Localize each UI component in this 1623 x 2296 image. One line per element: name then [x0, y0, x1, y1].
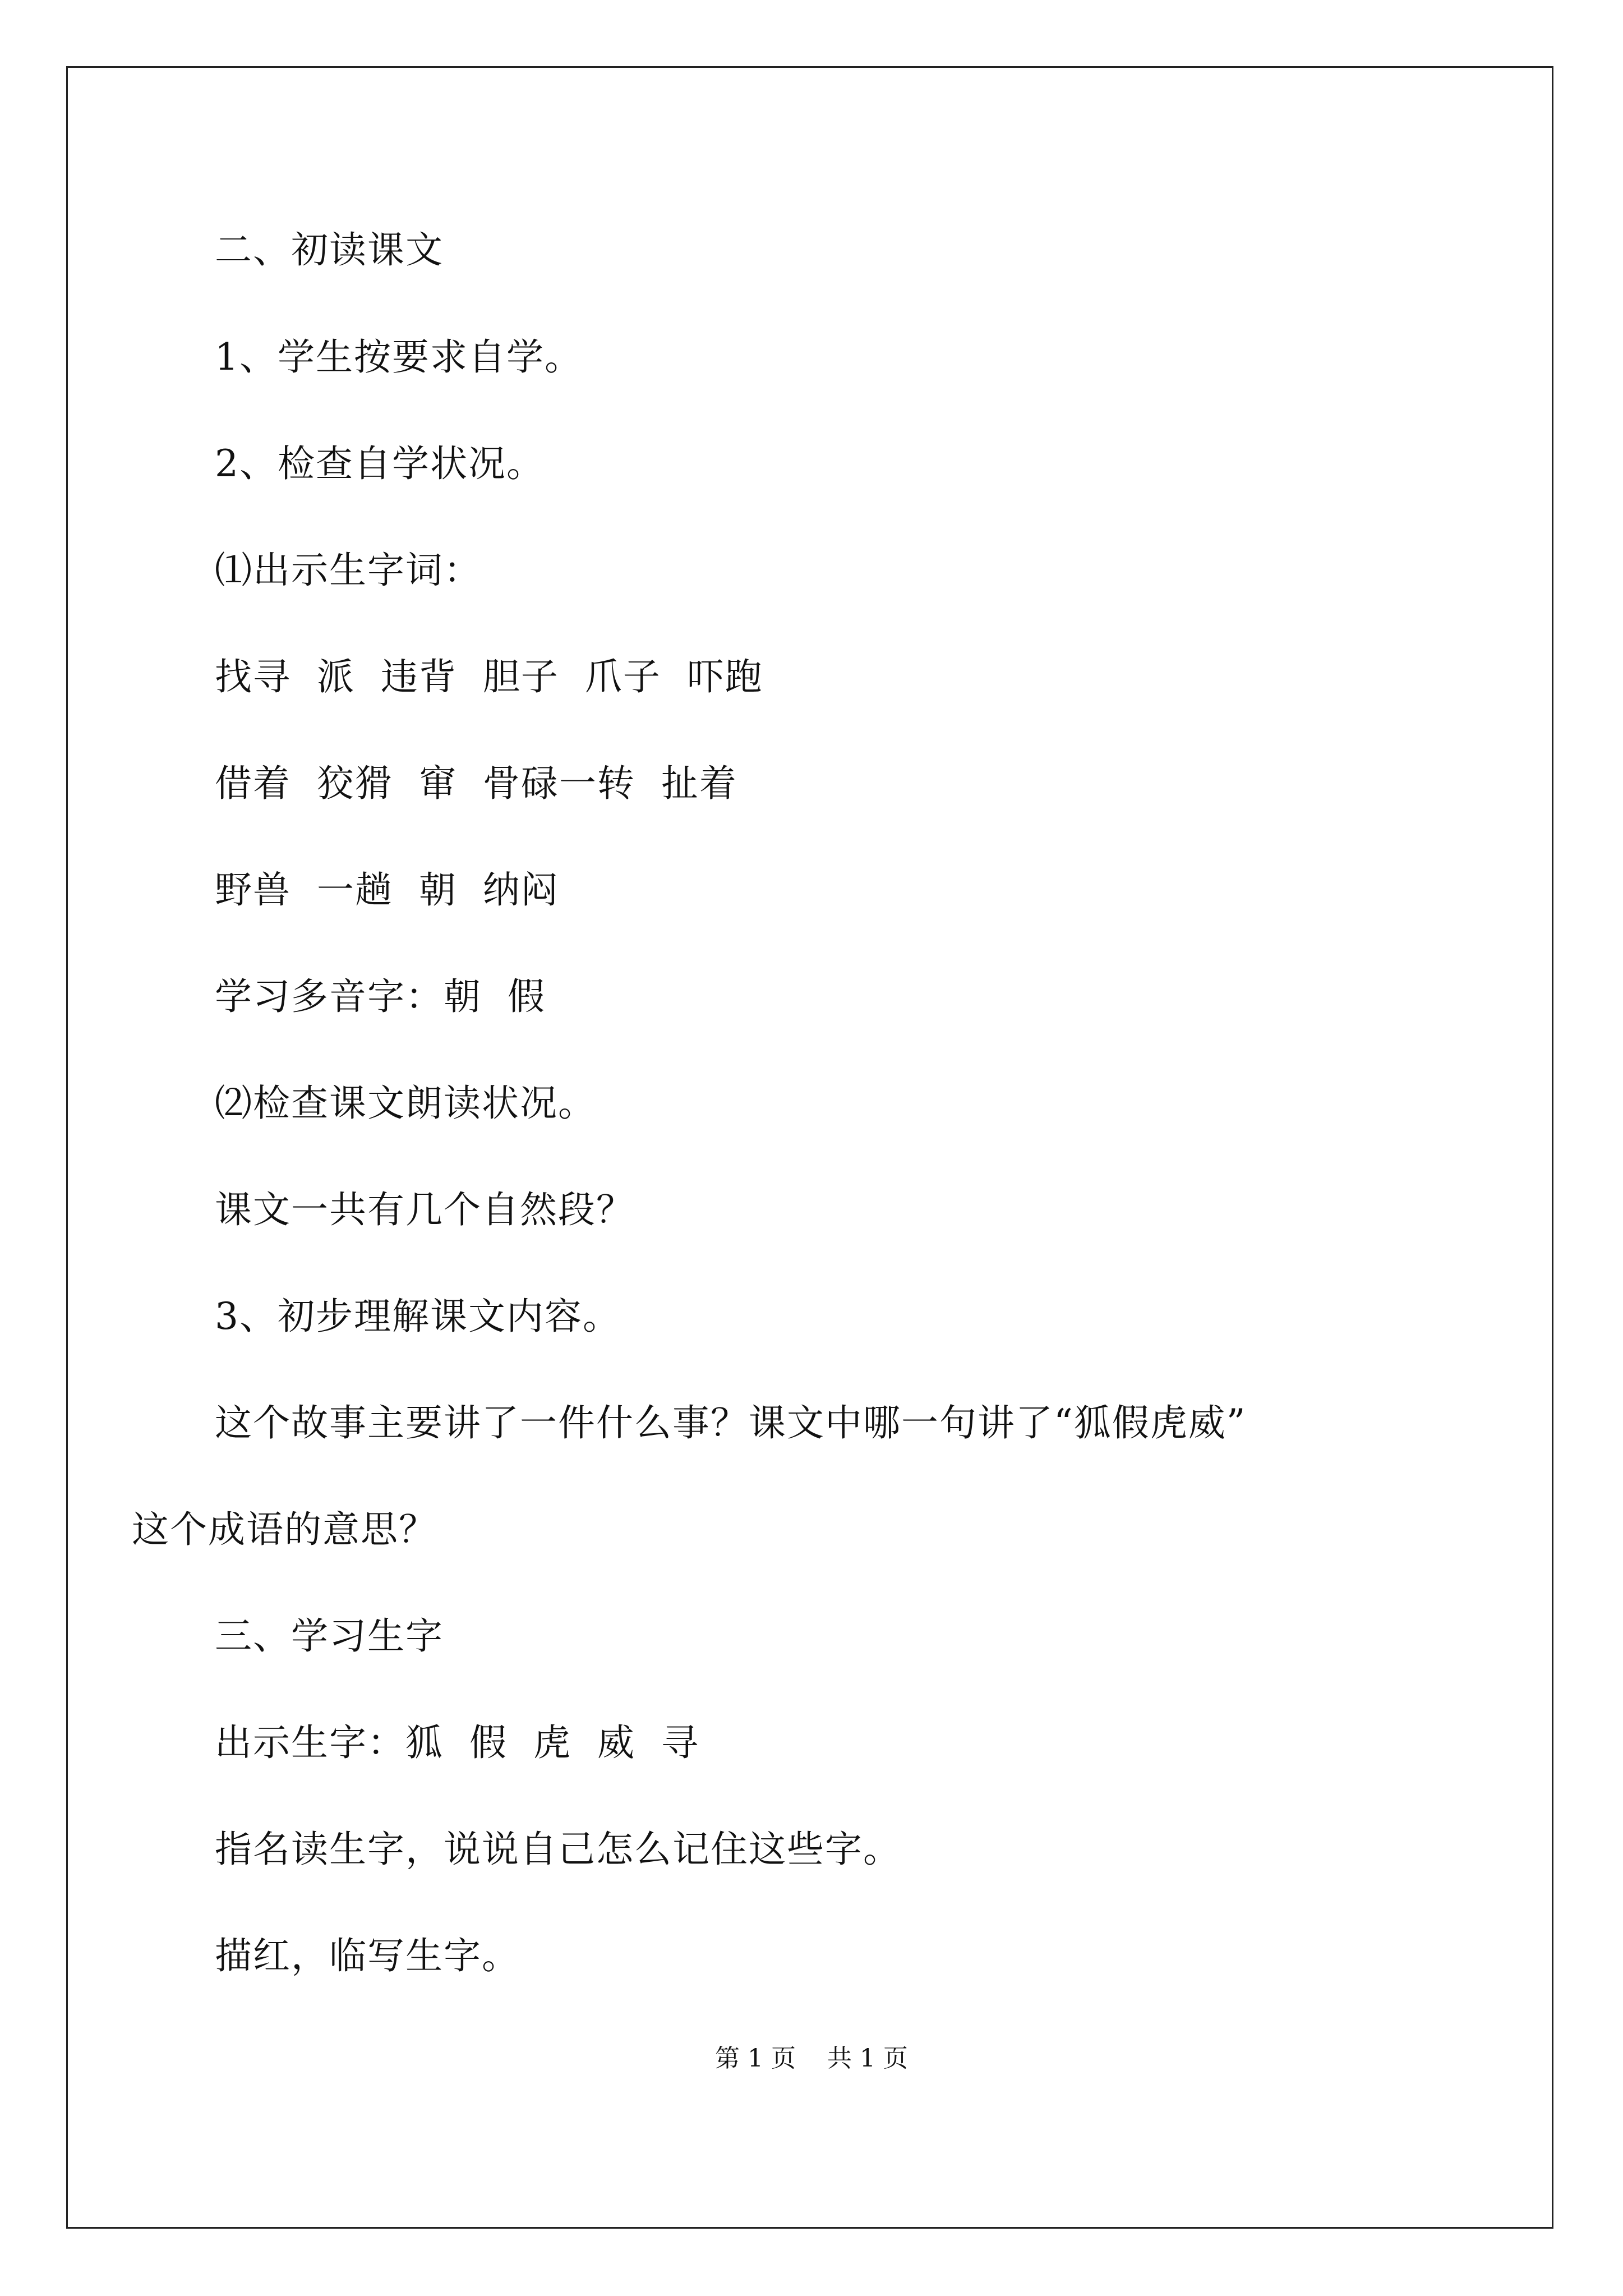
section-heading-3: 三、学习生字: [215, 1614, 444, 1658]
page-border: [66, 66, 1553, 2229]
paragraph: ⑵检查课文朗读状况。: [215, 1082, 596, 1125]
paragraph: 学习多音字：朝 假: [215, 975, 546, 1018]
paragraph: 指名读生字，说说自己怎么记住这些字。: [215, 1828, 901, 1871]
page-footer: 第 1 页 共 1 页: [715, 2044, 908, 2073]
paragraph: 1、学生按要求自学。: [215, 335, 583, 379]
paragraph-continuation: 这个成语的意思？: [132, 1508, 437, 1551]
section-heading-2: 二、初读课文: [215, 228, 444, 272]
vocab-line: 找寻 派 违背 胆子 爪子 吓跑: [215, 655, 763, 698]
paragraph: 描红，临写生字。: [215, 1934, 520, 1977]
paragraph: 3、初步理解课文内容。: [215, 1295, 621, 1338]
paragraph: 出示生字：狐 假 虎 威 寻: [215, 1721, 699, 1764]
vocab-line: 借着 狡猾 窜 骨碌一转 扯着: [215, 762, 737, 805]
paragraph: ⑴出示生字词：: [215, 549, 482, 592]
vocab-line: 野兽 一趟 朝 纳闷: [215, 868, 559, 912]
paragraph: 这个故事主要讲了一件什么事？课文中哪一句讲了“狐假虎威”: [215, 1401, 1247, 1444]
paragraph: 2、检查自学状况。: [215, 442, 545, 485]
paragraph: 课文一共有几个自然段？: [215, 1188, 634, 1231]
